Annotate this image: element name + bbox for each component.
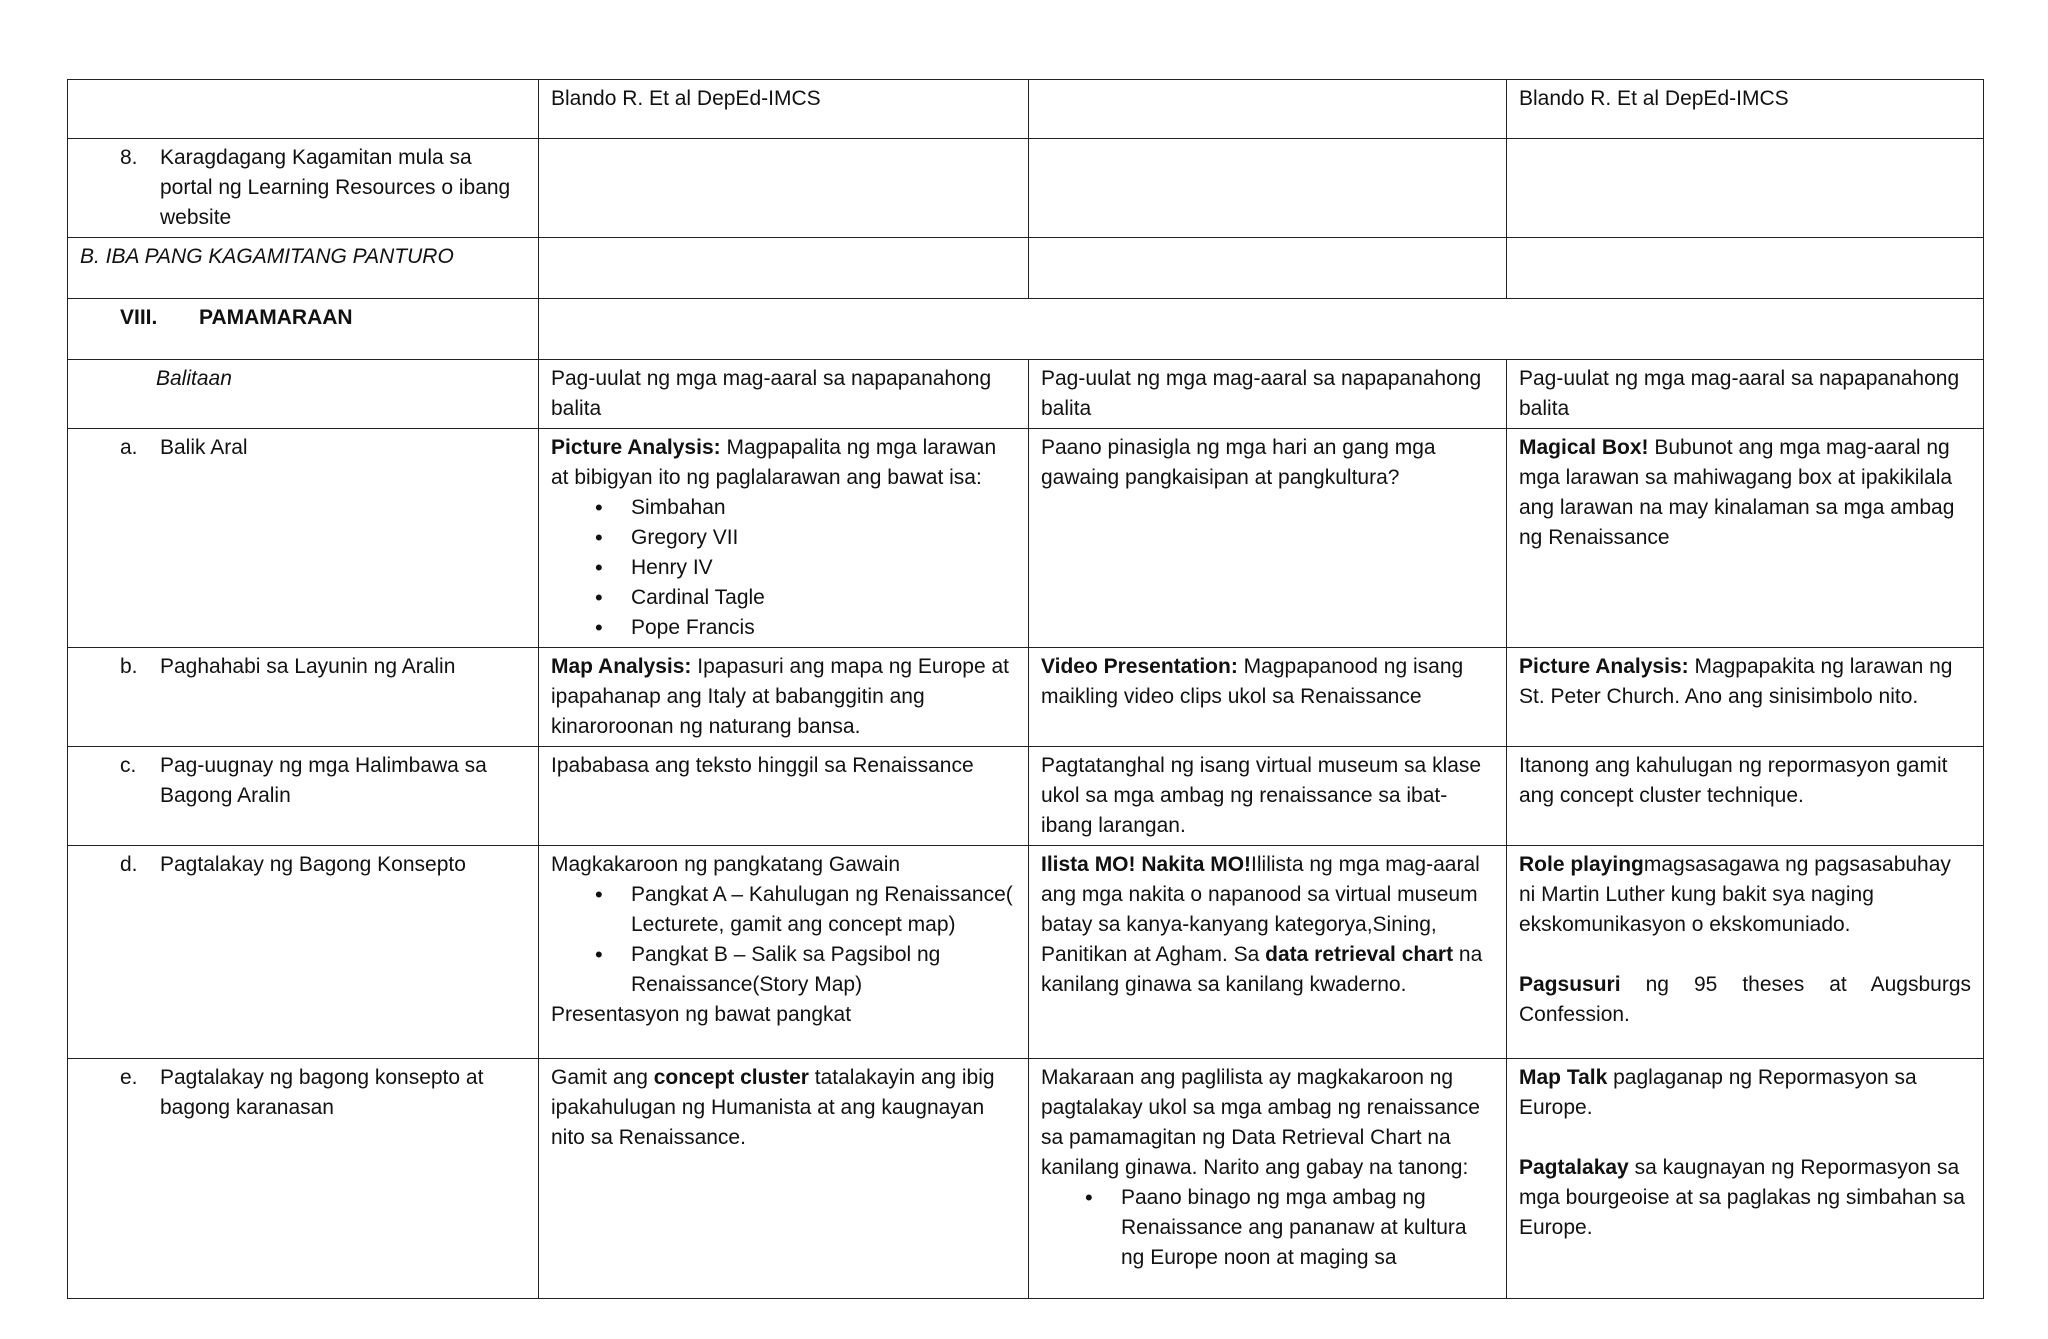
activity-title: Video Presentation: bbox=[1041, 655, 1238, 678]
list-item: • Pope Francis bbox=[631, 613, 1016, 643]
cell-text: tatalakayin ang ibig ipakahulugan ng Humanista at ang kaugnayan nito sa Renaissance. bbox=[551, 1066, 995, 1149]
emphasis-text: concept cluster bbox=[653, 1066, 809, 1089]
activity-title: Pagtalakay bbox=[1519, 1156, 1629, 1179]
cell-text: Pag-uulat ng mga mag-aaral sa napapanahong balita bbox=[1519, 367, 1960, 420]
activity-title: Map Talk bbox=[1519, 1066, 1608, 1089]
cell-text: Makaraan ang paglilista ay magkakaroon ng pagtalakay ukol sa mga ambag ng renaissance sa pamamagitan ng Data Retrieval Chart na kanilang ginawa. Narito ang gabay na tanong: bbox=[1041, 1066, 1480, 1179]
activity-title: Picture Analysis: bbox=[551, 436, 721, 459]
list-item: • Cardinal Tagle bbox=[631, 583, 1016, 613]
item-letter: b. bbox=[120, 655, 138, 678]
row-label: Paghahabi sa Layunin ng Aralin bbox=[160, 655, 456, 678]
row-label: Balik Aral bbox=[160, 436, 248, 459]
activity-title: Magical Box! bbox=[1519, 436, 1649, 459]
cell-day1 bbox=[539, 139, 1029, 238]
item-number: 8. bbox=[120, 146, 138, 169]
cell-text: magsasagawa ng pagsasabuhay ni Martin Luther kung bakit sya naging ekskomunikasyon o ekskomuniado. bbox=[1519, 853, 1951, 936]
row-label-cell bbox=[68, 747, 539, 846]
list-item: • Paano binago ng mga ambag ng Renaissance ang pananaw at kultura ng Europe noon at maging sa bbox=[1121, 1183, 1494, 1273]
cell-day3 bbox=[1507, 648, 1984, 747]
bullet-list bbox=[551, 493, 1016, 643]
cell-day2 bbox=[1029, 846, 1507, 1059]
cell-day2 bbox=[1029, 648, 1507, 747]
cell-day2 bbox=[1029, 429, 1507, 648]
cell-day2 bbox=[1029, 1059, 1507, 1299]
item-letter: d. bbox=[120, 853, 138, 876]
reference-text: Blando R. Et al DepEd-IMCS bbox=[1519, 87, 1789, 110]
table-row bbox=[68, 1059, 1984, 1299]
bullet-list bbox=[1041, 1183, 1494, 1273]
row-label-cell bbox=[68, 238, 539, 299]
cell-day1 bbox=[539, 846, 1029, 1059]
cell-text: Magpapanood ng isang maikling video clips ukol sa Renaissance bbox=[1041, 655, 1464, 708]
cell-text: Paano pinasigla ng mga hari an gang mga gawaing pangkaisipan at pangkultura? bbox=[1041, 436, 1436, 489]
cell-day2 bbox=[1029, 80, 1507, 139]
cell-text: Ipababasa ang teksto hinggil sa Renaissance bbox=[551, 754, 974, 777]
table-row bbox=[68, 846, 1984, 1059]
cell-text: Ililista ng mga mag-aaral ang mga nakita o napanood sa virtual museum batay sa kanya-kanyang kategorya,Sining, Panitikan at Agham. Sa bbox=[1041, 853, 1480, 966]
list-item: • Henry IV bbox=[631, 553, 1016, 583]
cell-day1 bbox=[539, 238, 1029, 299]
row-label-cell bbox=[68, 299, 539, 360]
cell-day3 bbox=[1507, 1059, 1984, 1299]
cell-text: Magpapalita ng mga larawan at bibigyan ito ng paglalarawan ang bawat isa: bbox=[551, 436, 997, 489]
activity-title: Picture Analysis: bbox=[1519, 655, 1689, 678]
cell-day3 bbox=[1507, 360, 1984, 429]
cell-day3 bbox=[1507, 238, 1984, 299]
cell-text: Gamit ang bbox=[551, 1066, 654, 1089]
list-item: • Simbahan bbox=[631, 493, 1016, 523]
item-letter: c. bbox=[120, 754, 137, 777]
table-row bbox=[68, 139, 1984, 238]
cell-text: paglaganap ng Repormasyon sa Europe. bbox=[1519, 1066, 1917, 1119]
table-row bbox=[68, 747, 1984, 846]
row-label-cell bbox=[68, 429, 539, 648]
cell-day1 bbox=[539, 648, 1029, 747]
cell-day3 bbox=[1507, 139, 1984, 238]
table-row bbox=[68, 238, 1984, 299]
row-label: Pagtalakay ng Bagong Konsepto bbox=[160, 853, 466, 876]
row-label-cell bbox=[68, 1059, 539, 1299]
activity-title: Ilista MO! Nakita MO! bbox=[1041, 853, 1252, 876]
cell-day1 bbox=[539, 360, 1029, 429]
row-label-cell bbox=[68, 139, 539, 238]
table-row bbox=[68, 360, 1984, 429]
row-label: Pagtalakay ng bagong konsepto at bagong karanasan bbox=[160, 1066, 484, 1119]
cell-text: Pagtatanghal ng isang virtual museum sa klase ukol sa mga ambag ng renaissance sa ibat-ibang larangan. bbox=[1041, 754, 1482, 837]
cell-text: Bubunot ang mga mag-aaral ng mga larawan sa mahiwagang box at ipakikilala ang larawan na may kinalaman sa mga ambag ng Renaissance bbox=[1519, 436, 1955, 549]
row-label-cell bbox=[68, 360, 539, 429]
activity-title: Map Analysis: bbox=[551, 655, 692, 678]
cell-day3 bbox=[1507, 846, 1984, 1059]
activity-title: Role playing bbox=[1519, 853, 1644, 876]
activity-title: Pagsusuri bbox=[1519, 973, 1621, 996]
cell-day3 bbox=[1507, 747, 1984, 846]
cell-text: Magpapakita ng larawan ng St. Peter Church. Ano ang sinisimbolo nito. bbox=[1519, 655, 1953, 708]
row-label-cell bbox=[68, 80, 539, 139]
row-label: Karagdagang Kagamitan mula sa portal ng Learning Resources o ibang website bbox=[160, 146, 511, 229]
cell-text: Pag-uulat ng mga mag-aaral sa napapanahong balita bbox=[551, 367, 992, 420]
table-row bbox=[68, 299, 1984, 360]
list-item: • Pangkat B – Salik sa Pagsibol ng Renaissance(Story Map) bbox=[631, 940, 1016, 1000]
table-row bbox=[68, 429, 1984, 648]
table-row bbox=[68, 80, 1984, 139]
emphasis-text: data retrieval chart bbox=[1265, 943, 1454, 966]
row-label-cell bbox=[68, 846, 539, 1059]
cell-day1 bbox=[539, 429, 1029, 648]
section-label: B. IBA PANG KAGAMITANG PANTURO bbox=[80, 245, 454, 268]
cell-day2 bbox=[1029, 139, 1507, 238]
section-number: VIII. bbox=[120, 306, 158, 329]
row-label: Pag-uugnay ng mga Halimbawa sa Bagong Aralin bbox=[160, 754, 487, 807]
cell-text: Ipapasuri ang mapa ng Europe at ipapahanap ang Italy at babanggitin ang kinaroroonan ng naturang bansa. bbox=[551, 655, 1009, 738]
section-title: PAMAMARAAN bbox=[199, 306, 353, 329]
list-item: • Pangkat A – Kahulugan ng Renaissance( Lecturete, gamit ang concept map) bbox=[631, 880, 1016, 940]
item-letter: a. bbox=[120, 436, 138, 459]
cell-day2 bbox=[1029, 747, 1507, 846]
item-letter: e. bbox=[120, 1066, 138, 1089]
cell-day3 bbox=[1507, 80, 1984, 139]
cell-day1 bbox=[539, 1059, 1029, 1299]
row-label: Balitaan bbox=[156, 367, 232, 390]
table-row bbox=[68, 648, 1984, 747]
bullet-list bbox=[551, 880, 1016, 1000]
lesson-plan-table bbox=[67, 79, 1984, 1299]
cell-day2 bbox=[1029, 238, 1507, 299]
cell-text: ng 95 theses at Augsburgs Confession. bbox=[1519, 973, 1971, 1026]
cell-text: Itanong ang kahulugan ng repormasyon gamit ang concept cluster technique. bbox=[1519, 754, 1948, 807]
cell-day1 bbox=[539, 80, 1029, 139]
cell-day2 bbox=[1029, 360, 1507, 429]
list-item: • Gregory VII bbox=[631, 523, 1016, 553]
row-label-cell bbox=[68, 648, 539, 747]
cell-day3 bbox=[1507, 429, 1984, 648]
cell-text: Magkakaroon ng pangkatang Gawain bbox=[551, 853, 901, 876]
cell-text: Pag-uulat ng mga mag-aaral sa napapanahong balita bbox=[1041, 367, 1482, 420]
merged-cell bbox=[539, 299, 1984, 360]
cell-text: sa kaugnayan ng Repormasyon sa mga bourgeoise at sa paglakas ng simbahan sa Europe. bbox=[1519, 1156, 1965, 1239]
cell-text: Presentasyon ng bawat pangkat bbox=[551, 1003, 852, 1026]
cell-text: na kanilang ginawa sa kanilang kwaderno. bbox=[1041, 943, 1483, 996]
reference-text: Blando R. Et al DepEd-IMCS bbox=[551, 87, 821, 110]
cell-day1 bbox=[539, 747, 1029, 846]
